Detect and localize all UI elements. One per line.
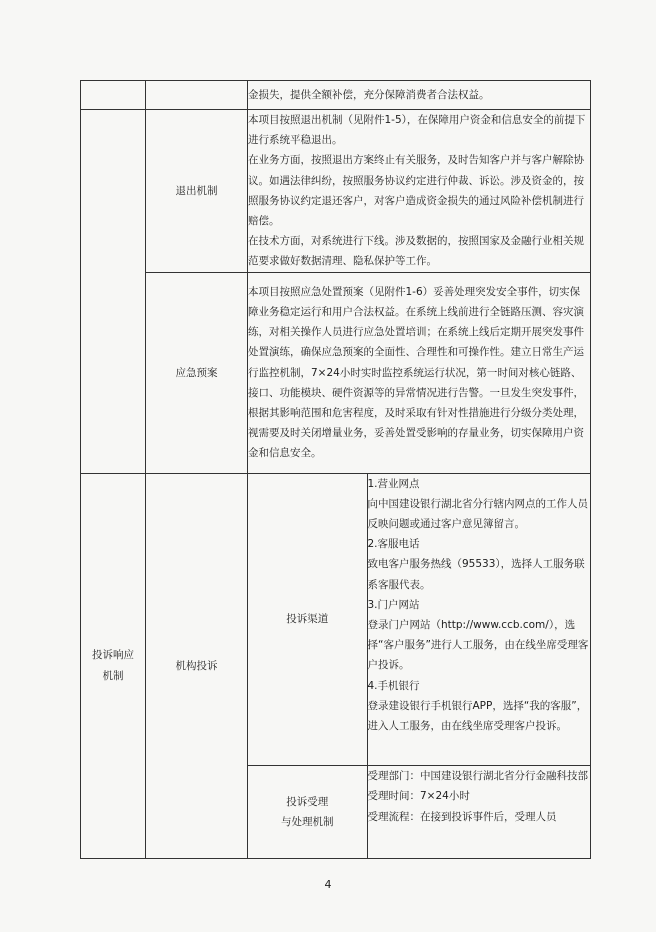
empty-cell <box>146 81 248 110</box>
complaint-mechanism-label <box>81 473 146 858</box>
paragraph: 受理时间：7×24小时 <box>367 790 470 803</box>
complaint-handling-content <box>367 766 590 858</box>
paragraph: 本项目按照应急处置预案（见附件1-6）妥善处理突发安全事件，切实保障业务稳定运行和用户合法权益。在系统上线前进行全链路压测、容灾演练，对相关操作人员进行应急处置培训；在系统上线后定期开展突发事件处置演练，确保应急预案的全面性、合理性和可操作性。建立日常生产运行监控机制，7×24小时实时监控系统运行状况，第一时间对核心链路、接口、功能模块、硬件资源等的异常情况进行告警。一旦发生突发事件，根据其影响范围和危害程度，及时采取有针对性措施进行分级分类处理，视需要及时关闭增量业务，妥善处置受影响的存量业务，切实保障用户资金和信息安全。 <box>248 285 584 460</box>
exit-mechanism-label: 退出机制 <box>146 110 248 273</box>
paragraph: 2.客服电话 <box>367 538 420 551</box>
complaint-subtable <box>248 474 590 858</box>
paragraph: 致电客户服务热线（95533），选择人工服务联系客服代表。 <box>367 558 585 591</box>
complaint-channels-label: 投诉渠道 <box>248 474 367 766</box>
paragraph: 登录建设银行手机银行APP，选择“我的客服”，进入人工服务，由在线坐席受理客户投诉。 <box>367 699 588 733</box>
continued-text: 金损失，提供全额补偿，充分保障消费者合法权益。 <box>248 88 490 101</box>
paragraph: 受理流程：在接到投诉事件后，受理人员 <box>367 810 557 823</box>
paragraph: 向中国建设银行湖北省分行辖内网点的工作人员反映问题或通过客户意见簿留言。 <box>367 497 588 531</box>
empty-cell <box>81 110 146 474</box>
label-line: 投诉受理 <box>286 795 329 808</box>
label-line: 机制 <box>102 669 124 682</box>
paragraph: 本项目按照退出机制（见附件1-5），在保障用户资金和信息安全的前提下进行系统平稳退出。 <box>248 114 586 147</box>
paragraph: 在业务方面，按照退出方案终止有关服务，及时告知客户并与客户解除协议。如遇法律纠纷，按照服务协议约定进行仲裁、诉讼。涉及资金的，按照服务协议约定退还客户，对客户造成资金损失的通过风险补偿机制进行赔偿。 <box>248 154 584 228</box>
page-number: 4 <box>324 878 332 891</box>
paragraph: 登录门户网站（http://www.ccb.com/），选择“客户服务”进行人工服务，由在线坐席受理客户投诉。 <box>367 619 589 672</box>
complaint-handling-label <box>248 766 367 858</box>
complaint-details <box>248 473 591 858</box>
exit-mechanism-content <box>248 110 591 273</box>
emergency-plan-content <box>248 272 591 473</box>
label-line: 与处理机制 <box>281 815 334 828</box>
complaint-channels-content <box>367 474 590 766</box>
empty-cell <box>81 81 146 110</box>
paragraph: 在技术方面，对系统进行下线。涉及数据的，按照国家及金融行业相关规范要求做好数据清理、隐私保护等工作。 <box>248 235 584 268</box>
label-line: 投诉响应 <box>92 649 134 662</box>
paragraph: 3.门户网站 <box>367 598 420 611</box>
institution-complaint-label: 机构投诉 <box>146 473 248 858</box>
paragraph: 4.手机银行 <box>367 679 420 692</box>
paragraph: 1.营业网点 <box>367 477 420 490</box>
continued-text-cell <box>248 81 591 110</box>
document-table <box>80 80 591 859</box>
emergency-plan-label: 应急预案 <box>146 272 248 473</box>
paragraph: 受理部门：中国建设银行湖北省分行金融科技部 <box>367 770 588 783</box>
